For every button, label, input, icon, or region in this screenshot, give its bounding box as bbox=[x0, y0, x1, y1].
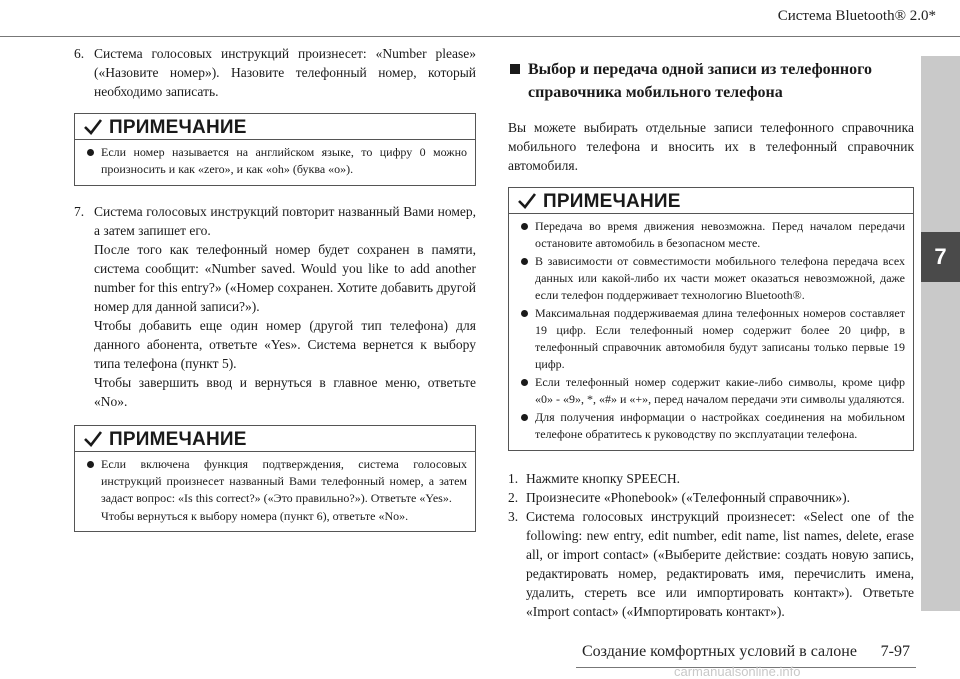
note-box bbox=[74, 425, 476, 532]
bullet-dot-icon bbox=[521, 379, 528, 386]
note-body bbox=[75, 140, 475, 185]
note-bullet bbox=[517, 374, 905, 408]
right-column bbox=[508, 58, 914, 621]
note-bullet bbox=[83, 144, 467, 178]
section-title bbox=[508, 58, 914, 104]
note-box bbox=[508, 187, 914, 451]
step-number: 6. bbox=[74, 46, 85, 61]
bullet-text: В зависимости от совместимости мобильного телефона передача всех данных или какой-либо их части может оказаться невозможной, даже если телефон поддерживает технологию Bluetooth®. bbox=[535, 254, 905, 302]
bullet-text: Передача во время движения невозможна. Перед началом передачи остановите автомобиль в безопасном месте. bbox=[535, 219, 905, 250]
step-paragraph: Чтобы добавить еще один номер (другой тип телефона) для данного абонента, ответьте «Yes». Система вернется к выбору типа телефона (пункт 5). bbox=[94, 318, 476, 371]
note-bullet bbox=[517, 253, 905, 304]
check-icon bbox=[83, 429, 103, 449]
bullet-dot-icon bbox=[521, 223, 528, 230]
note-header bbox=[509, 188, 913, 214]
step-paragraph: Чтобы завершить ввод и вернуться в главное меню, ответьте «No». bbox=[94, 375, 476, 409]
step-text: Система голосовых инструкций произнесет: «Number please» («Назовите номер»). Назовите телефонный номер, который необходимо записать. bbox=[94, 46, 476, 99]
page-header bbox=[0, 0, 960, 37]
note-header bbox=[75, 426, 475, 452]
steps-list bbox=[508, 469, 914, 621]
step-text: Нажмите кнопку SPEECH. bbox=[526, 471, 680, 486]
note-title: ПРИМЕЧАНИЕ bbox=[109, 116, 247, 138]
step-number: 2. bbox=[508, 490, 519, 505]
check-icon bbox=[517, 191, 537, 211]
header-title: Система Bluetooth® 2.0* bbox=[777, 8, 936, 24]
note-bullet bbox=[517, 218, 905, 252]
step-6 bbox=[74, 44, 476, 101]
note-body bbox=[75, 452, 475, 531]
square-bullet-icon bbox=[510, 64, 520, 74]
note-title: ПРИМЕЧАНИЕ bbox=[543, 190, 681, 212]
list-item bbox=[508, 469, 914, 488]
note-box bbox=[74, 113, 476, 186]
intro-paragraph: Вы можете выбирать отдельные записи телефонного справочника мобильного телефона и вносить их в телефонный справочник автомобиля. bbox=[508, 120, 914, 173]
note-header bbox=[75, 114, 475, 140]
chapter-tab-number: 7 bbox=[921, 232, 960, 282]
bullet-text: Если включена функция подтверждения, система голосовых инструкций произнесет названный Вами телефонный номер, а затем задаст вопрос: «Is this correct?» («Это правильно?»). Ответьте «Yes». bbox=[101, 457, 467, 505]
bullet-dot-icon bbox=[521, 414, 528, 421]
check-icon bbox=[83, 117, 103, 137]
step-number: 7. bbox=[74, 204, 85, 219]
step-paragraph: После того как телефонный номер будет сохранен в памяти, система сообщит: «Number saved. Would you like to add another number for this entry?» («Номер сохранен. Хотите добавить другой номер для данной записи?»). bbox=[94, 242, 476, 314]
bullet-text: Если номер называется на английском языке, то цифру 0 можно произносить и как «zero», и как «oh» (буква «o»). bbox=[101, 145, 467, 176]
chapter-tab-strip bbox=[921, 56, 960, 611]
note-bullet bbox=[83, 456, 467, 507]
note-bullet bbox=[517, 409, 905, 443]
note-body bbox=[509, 214, 913, 450]
step-7 bbox=[74, 202, 476, 411]
section-title-text: Выбор и передача одной записи из телефонного справочника мобильного телефона bbox=[528, 61, 872, 101]
bullet-dot-icon bbox=[521, 258, 528, 265]
page-number: 7-97 bbox=[880, 643, 910, 660]
footer-section-title: Создание комфортных условий в салоне bbox=[582, 643, 857, 660]
left-column bbox=[74, 44, 476, 532]
bullet-text: Для получения информации о настройках соединения на мобильном телефоне обратитесь к руководству по эксплуатации телефона. bbox=[535, 410, 905, 441]
step-text: Система голосовых инструкций произнесет: «Select one of the following: new entry, edit number, edit name, list names, delete, erase all, or import contact» («Выберите действие: создать новую запись, редактировать номер, редактировать имя, перечислить имена, удалить, стереть все или импортировать контакт»). Ответьте «Import contact» («Импортировать контакт»). bbox=[526, 509, 914, 619]
step-number: 1. bbox=[508, 471, 519, 486]
bullet-dot-icon bbox=[87, 461, 94, 468]
step-text: Произнесите «Phonebook» («Телефонный справочник»). bbox=[526, 490, 851, 505]
note-extra-line: Чтобы вернуться к выбору номера (пункт 6), ответьте «No». bbox=[101, 509, 409, 523]
note-title: ПРИМЕЧАНИЕ bbox=[109, 428, 247, 450]
list-item bbox=[508, 507, 914, 621]
step-number: 3. bbox=[508, 509, 519, 524]
bullet-dot-icon bbox=[521, 310, 528, 317]
bullet-text: Максимальная поддерживаемая длина телефонных номеров составляет 19 цифр. Если телефонный номер содержит более 20 цифр, в телефонный справочник автомобиля будут записаны только первые 19 цифр. bbox=[535, 306, 905, 371]
bullet-text: Если телефонный номер содержит какие-либо символы, кроме цифр «0» - «9», *, «#» и «+», перед началом передачи эти символы удаляются. bbox=[535, 375, 905, 406]
bullet-dot-icon bbox=[87, 149, 94, 156]
watermark: carmanualsonline.info bbox=[674, 664, 801, 679]
note-bullet bbox=[517, 305, 905, 373]
step-paragraph: Система голосовых инструкций повторит названный Вами номер, а затем запишет его. bbox=[94, 204, 476, 238]
list-item bbox=[508, 488, 914, 507]
